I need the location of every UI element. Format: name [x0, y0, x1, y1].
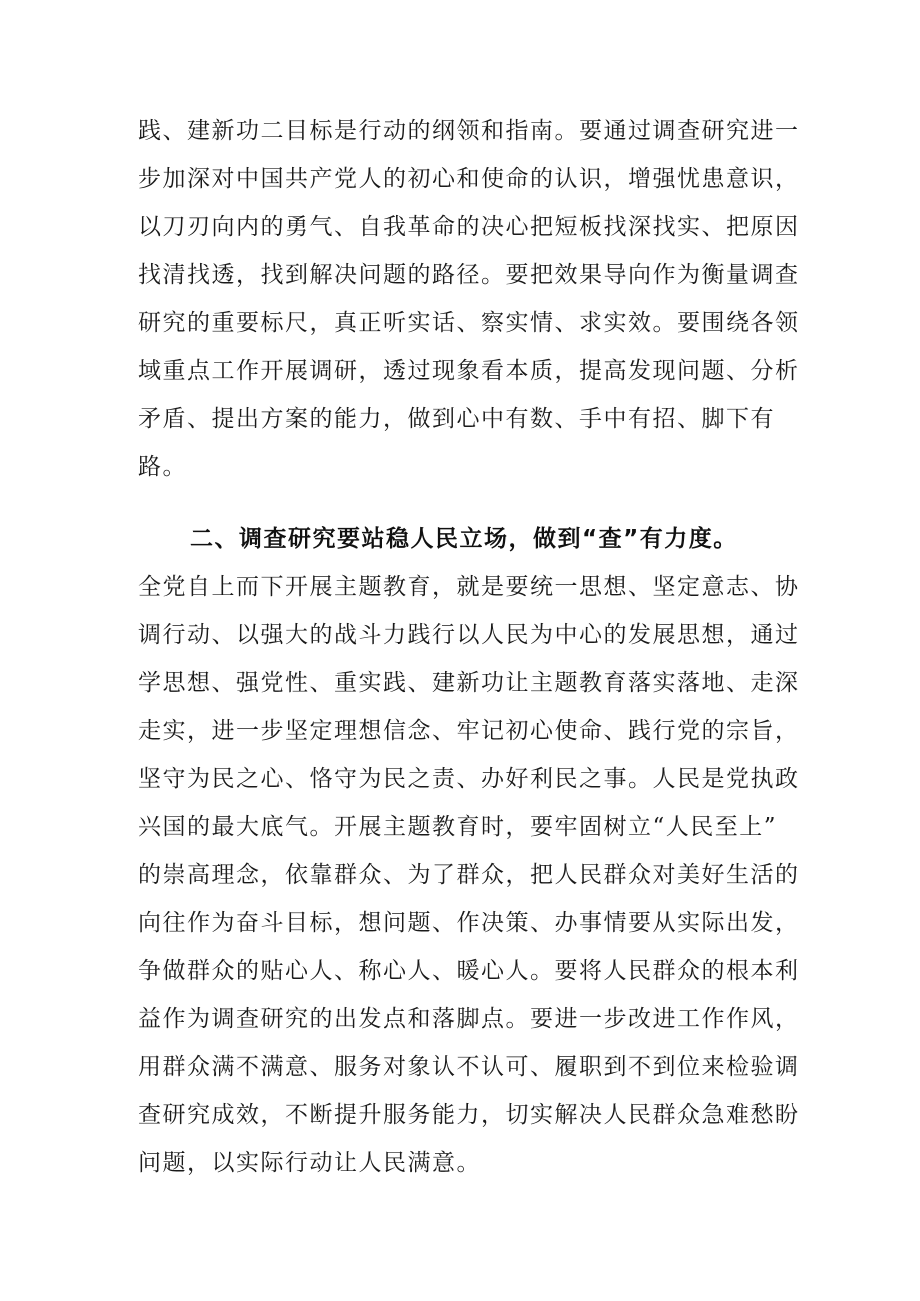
- paragraph-line: 践、建新功二目标是行动的纲领和指南。要通过调查研究进一: [138, 118, 800, 144]
- paragraph-line: 益作为调查研究的出发点和落脚点。要进一步改进工作作风，: [138, 1006, 800, 1032]
- paragraph-1: [138, 107, 800, 491]
- paragraph-line: 学思想、强党性、重实践、建新功让主题教育落实落地、走深: [138, 670, 800, 696]
- paragraph-line: 矛盾、提出方案的能力，做到心中有数、手中有招、脚下有: [138, 406, 775, 432]
- paragraph-line: 向往作为奋斗目标，想问题、作决策、办事情要从实际出发，: [138, 910, 800, 936]
- paragraph-line: 调行动、以强大的战斗力践行以人民为中心的发展思想，通过: [138, 622, 800, 648]
- paragraph-line: 走实，进一步坚定理想信念、牢记初心使命、践行党的宗旨，: [138, 718, 800, 744]
- paragraph-line: 争做群众的贴心人、称心人、暖心人。要将人民群众的根本利: [138, 958, 800, 984]
- paragraph-line: 全党自上而下开展主题教育，就是要统一思想、坚定意志、协: [138, 574, 800, 600]
- paragraph-line: 查研究成效，不断提升服务能力，切实解决人民群众急难愁盼: [138, 1102, 800, 1128]
- paragraph-line: 以刀刃向内的勇气、自我革命的决心把短板找深找实、把原因: [138, 214, 800, 240]
- paragraph-line: 坚守为民之心、恪守为民之责、办好利民之事。人民是党执政: [138, 766, 800, 792]
- paragraph-line: 兴国的最大底气。开展主题教育时，要牢固树立“人民至上”: [138, 814, 778, 840]
- paragraph-line: 研究的重要标尺，真正听实话、察实情、求实效。要围绕各领: [138, 310, 800, 336]
- paragraph-line: 路。: [138, 454, 187, 480]
- paragraph-line: 域重点工作开展调研，透过现象看本质，提高发现问题、分析: [138, 358, 800, 384]
- paragraph-line: 用群众满不满意、服务对象认不认可、履职到不到位来检验调: [138, 1054, 800, 1080]
- paragraph-line: 问题，以实际行动让人民满意。: [138, 1150, 481, 1176]
- paragraph-line: 找清找透，找到解决问题的路径。要把效果导向作为衡量调查: [138, 262, 800, 288]
- paragraph-line: 的崇高理念，依靠群众、为了群众，把人民群众对美好生活的: [138, 862, 800, 888]
- paragraph-2: [138, 563, 800, 1187]
- paragraph-line: 步加深对中国共产党人的初心和使命的认识，增强忧患意识，: [138, 166, 800, 192]
- section-heading: 二、调查研究要站稳人民立场，做到“查”有力度。: [190, 526, 738, 552]
